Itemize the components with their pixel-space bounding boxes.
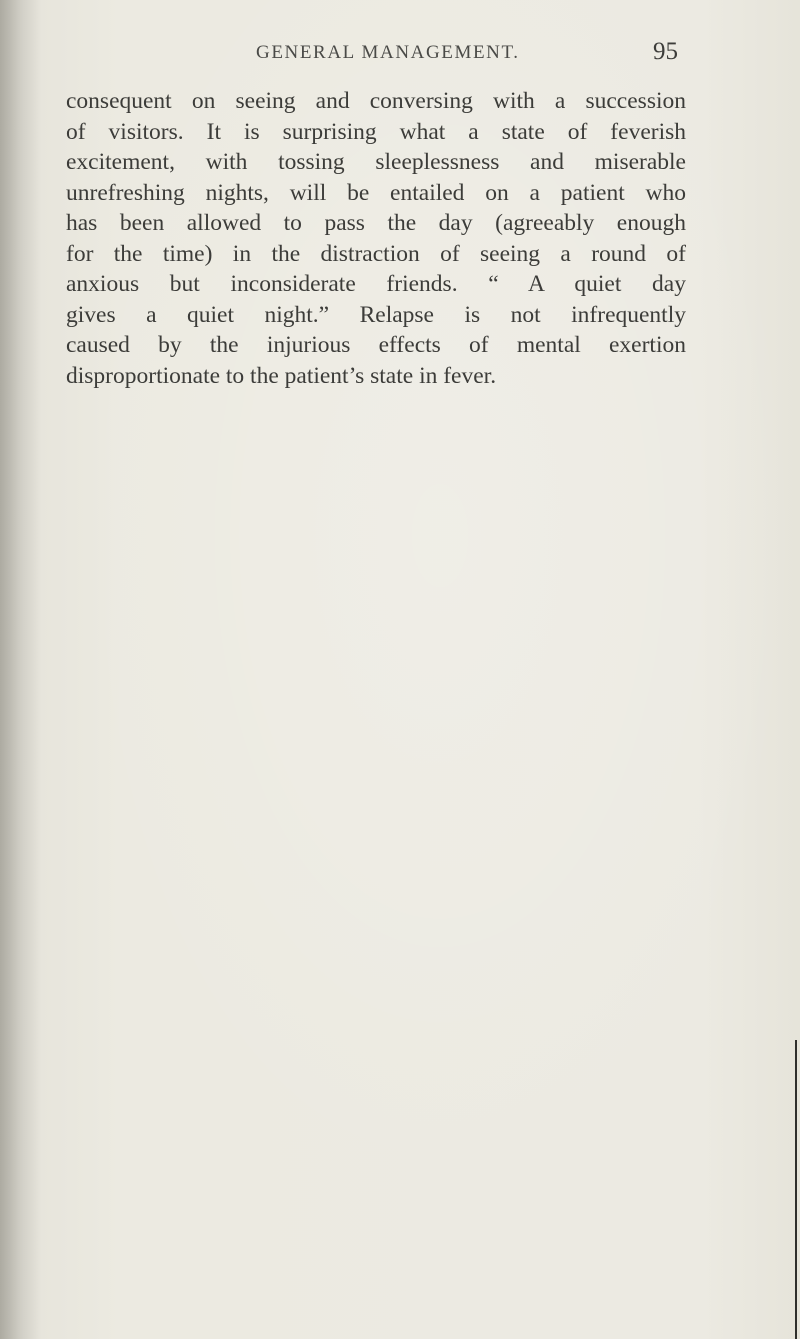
page-gutter-shadow: [0, 0, 42, 1339]
page-edge-line: [795, 1040, 797, 1339]
text-line: caused by the injurious effects of mental exertion: [66, 332, 686, 358]
page-number: 95: [653, 38, 678, 65]
text-line: disproportionate to the patient’s state in fever.: [66, 362, 497, 389]
text-line: has been allowed to pass the day (agreeably enough: [66, 210, 686, 236]
body-paragraph: [66, 86, 686, 391]
running-head: GENERAL MANAGEMENT.: [256, 42, 520, 63]
text-line: anxious but inconsiderate friends. “ A quiet day: [66, 271, 686, 297]
text-line: of visitors. It is surprising what a state of feverish: [66, 118, 686, 145]
text-line: consequent on seeing and conversing with a succession: [66, 88, 686, 114]
text-line: for the time) in the distraction of seeing a round of: [66, 240, 686, 267]
text-line: gives a quiet night.” Relapse is not infrequently: [66, 301, 686, 328]
text-line: excitement, with tossing sleeplessness and miserable: [66, 149, 686, 175]
text-line: unrefreshing nights, will be entailed on a patient who: [66, 179, 686, 206]
page-header: [66, 38, 678, 68]
